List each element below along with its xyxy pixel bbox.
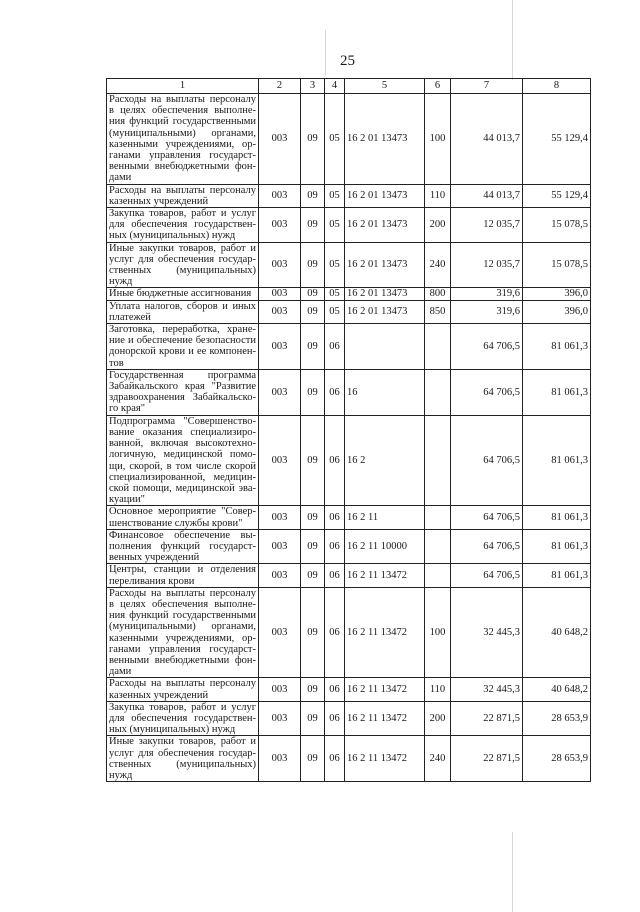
code-section: 09 xyxy=(301,701,325,736)
code-ministry: 003 xyxy=(259,94,301,185)
code-target-article: 16 2 01 13473 xyxy=(345,94,425,185)
table-row xyxy=(107,701,591,736)
row-description: Центры, станции и отделения переливания крови xyxy=(107,564,259,587)
code-section: 09 xyxy=(301,529,325,564)
table-row xyxy=(107,300,591,323)
code-target-article: 16 2 11 xyxy=(345,506,425,529)
row-description: Государственная программа Забайкальского края "Развитие здравоохранения Забайкальско-го края" xyxy=(107,369,259,415)
header-cell: 2 xyxy=(259,79,301,94)
amount-year-1: 64 706,5 xyxy=(451,529,523,564)
code-subsection: 05 xyxy=(325,94,345,185)
code-subsection: 06 xyxy=(325,415,345,506)
amount-year-2: 81 061,3 xyxy=(523,415,591,506)
amount-year-2: 81 061,3 xyxy=(523,324,591,370)
amount-year-2: 81 061,3 xyxy=(523,564,591,587)
code-target-article: 16 2 01 13473 xyxy=(345,184,425,207)
code-target-article: 16 2 xyxy=(345,415,425,506)
code-expense-type: 200 xyxy=(425,208,451,243)
code-expense-type xyxy=(425,564,451,587)
code-section: 09 xyxy=(301,564,325,587)
header-cell: 6 xyxy=(425,79,451,94)
table-row xyxy=(107,288,591,300)
code-ministry: 003 xyxy=(259,324,301,370)
table-row xyxy=(107,736,591,782)
code-section: 09 xyxy=(301,369,325,415)
code-target-article: 16 2 11 13472 xyxy=(345,587,425,678)
row-description: Уплата налогов, сборов и иных платежей xyxy=(107,300,259,323)
amount-year-2: 15 078,5 xyxy=(523,208,591,243)
code-subsection: 05 xyxy=(325,208,345,243)
amount-year-1: 44 013,7 xyxy=(451,94,523,185)
code-target-article: 16 xyxy=(345,369,425,415)
code-ministry: 003 xyxy=(259,300,301,323)
code-section: 09 xyxy=(301,242,325,288)
code-subsection: 06 xyxy=(325,736,345,782)
code-ministry: 003 xyxy=(259,564,301,587)
code-target-article: 16 2 01 13473 xyxy=(345,242,425,288)
code-expense-type: 200 xyxy=(425,701,451,736)
code-expense-type xyxy=(425,324,451,370)
code-ministry: 003 xyxy=(259,208,301,243)
code-target-article xyxy=(345,324,425,370)
amount-year-1: 12 035,7 xyxy=(451,208,523,243)
row-description: Основное мероприятие "Совер-шенствование службы крови" xyxy=(107,506,259,529)
table-row xyxy=(107,94,591,185)
code-subsection: 06 xyxy=(325,369,345,415)
table-row xyxy=(107,184,591,207)
amount-year-1: 64 706,5 xyxy=(451,564,523,587)
row-description: Закупка товаров, работ и услуг для обеспечения государствен-ных (муниципальных) нужд xyxy=(107,208,259,243)
row-description: Закупка товаров, работ и услуг для обеспечения государствен-ных (муниципальных) нужд xyxy=(107,701,259,736)
code-expense-type xyxy=(425,415,451,506)
amount-year-2: 28 653,9 xyxy=(523,736,591,782)
amount-year-1: 32 445,3 xyxy=(451,678,523,701)
code-ministry: 003 xyxy=(259,242,301,288)
code-expense-type: 110 xyxy=(425,678,451,701)
table-row xyxy=(107,208,591,243)
code-ministry: 003 xyxy=(259,369,301,415)
header-cell: 3 xyxy=(301,79,325,94)
table-row xyxy=(107,529,591,564)
row-description: Расходы на выплаты персоналу в целях обеспечения выполне-ния функций государственными (муниципальными) органами, казенными учреждениями, ор-ганами управления государст-венными внебюджетными фон-дами xyxy=(107,587,259,678)
amount-year-2: 40 648,2 xyxy=(523,678,591,701)
code-subsection: 06 xyxy=(325,529,345,564)
code-ministry: 003 xyxy=(259,415,301,506)
table-row xyxy=(107,369,591,415)
table-row xyxy=(107,242,591,288)
code-subsection: 05 xyxy=(325,300,345,323)
code-expense-type xyxy=(425,506,451,529)
table-row xyxy=(107,564,591,587)
amount-year-2: 40 648,2 xyxy=(523,587,591,678)
code-expense-type xyxy=(425,529,451,564)
amount-year-1: 64 706,5 xyxy=(451,324,523,370)
code-expense-type xyxy=(425,369,451,415)
code-section: 09 xyxy=(301,94,325,185)
code-section: 09 xyxy=(301,288,325,300)
code-expense-type: 100 xyxy=(425,94,451,185)
code-target-article: 16 2 01 13473 xyxy=(345,208,425,243)
code-target-article: 16 2 11 13472 xyxy=(345,736,425,782)
page-number: 25 xyxy=(340,53,355,69)
code-subsection: 06 xyxy=(325,564,345,587)
row-description: Расходы на выплаты персоналу казенных учреждений xyxy=(107,184,259,207)
header-cell: 5 xyxy=(345,79,425,94)
code-section: 09 xyxy=(301,736,325,782)
code-expense-type: 240 xyxy=(425,242,451,288)
row-description: Иные бюджетные ассигнования xyxy=(107,288,259,300)
amount-year-1: 319,6 xyxy=(451,300,523,323)
header-cell: 8 xyxy=(523,79,591,94)
code-expense-type: 240 xyxy=(425,736,451,782)
code-subsection: 05 xyxy=(325,184,345,207)
row-description: Расходы на выплаты персоналу в целях обеспечения выполне-ния функций государственными (муниципальными) органами, казенными учреждениями, ор-ганами управления государст-венными внебюджетными фон-дами xyxy=(107,94,259,185)
code-section: 09 xyxy=(301,324,325,370)
amount-year-1: 12 035,7 xyxy=(451,242,523,288)
scan-artifact-line xyxy=(325,30,326,75)
amount-year-1: 64 706,5 xyxy=(451,506,523,529)
table-row xyxy=(107,506,591,529)
header-cell: 7 xyxy=(451,79,523,94)
code-ministry: 003 xyxy=(259,701,301,736)
code-ministry: 003 xyxy=(259,587,301,678)
code-ministry: 003 xyxy=(259,288,301,300)
amount-year-2: 396,0 xyxy=(523,300,591,323)
code-target-article: 16 2 11 10000 xyxy=(345,529,425,564)
code-subsection: 05 xyxy=(325,288,345,300)
table-row xyxy=(107,415,591,506)
amount-year-1: 44 013,7 xyxy=(451,184,523,207)
code-target-article: 16 2 01 13473 xyxy=(345,288,425,300)
code-expense-type: 110 xyxy=(425,184,451,207)
code-section: 09 xyxy=(301,300,325,323)
table-row xyxy=(107,587,591,678)
code-ministry: 003 xyxy=(259,529,301,564)
code-section: 09 xyxy=(301,415,325,506)
code-target-article: 16 2 01 13473 xyxy=(345,300,425,323)
amount-year-1: 64 706,5 xyxy=(451,415,523,506)
amount-year-2: 81 061,3 xyxy=(523,369,591,415)
code-section: 09 xyxy=(301,587,325,678)
header-cell: 1 xyxy=(107,79,259,94)
row-description: Подпрограмма "Совершенство-вание оказания специализиро-ванной, включая высокотехно-логичную, медицинской помо-щи, скорой, в том числе скорой специализированной, медицин-ской помощи, медицинской эва-куации" xyxy=(107,415,259,506)
amount-year-1: 319,6 xyxy=(451,288,523,300)
amount-year-1: 22 871,5 xyxy=(451,701,523,736)
code-expense-type: 850 xyxy=(425,300,451,323)
amount-year-1: 32 445,3 xyxy=(451,587,523,678)
code-section: 09 xyxy=(301,678,325,701)
amount-year-1: 64 706,5 xyxy=(451,369,523,415)
code-ministry: 003 xyxy=(259,678,301,701)
amount-year-2: 396,0 xyxy=(523,288,591,300)
code-ministry: 003 xyxy=(259,736,301,782)
row-description: Иные закупки товаров, работ и услуг для обеспечения государ-ственных (муниципальных) нужд xyxy=(107,242,259,288)
code-subsection: 06 xyxy=(325,701,345,736)
row-description: Финансовое обеспечение вы-полнения функций государст-венных учреждений xyxy=(107,529,259,564)
code-subsection: 06 xyxy=(325,506,345,529)
scan-artifact-line xyxy=(512,832,513,912)
code-target-article: 16 2 11 13472 xyxy=(345,564,425,587)
table-header-row xyxy=(107,79,591,94)
header-cell: 4 xyxy=(325,79,345,94)
amount-year-2: 15 078,5 xyxy=(523,242,591,288)
table-row xyxy=(107,678,591,701)
code-ministry: 003 xyxy=(259,506,301,529)
code-section: 09 xyxy=(301,184,325,207)
scan-artifact-line xyxy=(512,0,513,80)
amount-year-2: 28 653,9 xyxy=(523,701,591,736)
row-description: Заготовка, переработка, хране-ние и обеспечение безопасности донорской крови и ее компонен-тов xyxy=(107,324,259,370)
code-target-article: 16 2 11 13472 xyxy=(345,678,425,701)
code-subsection: 06 xyxy=(325,678,345,701)
code-subsection: 06 xyxy=(325,324,345,370)
code-expense-type: 800 xyxy=(425,288,451,300)
code-target-article: 16 2 11 13472 xyxy=(345,701,425,736)
amount-year-1: 22 871,5 xyxy=(451,736,523,782)
code-ministry: 003 xyxy=(259,184,301,207)
budget-table xyxy=(106,78,591,782)
table-row xyxy=(107,324,591,370)
amount-year-2: 55 129,4 xyxy=(523,184,591,207)
row-description: Расходы на выплаты персоналу казенных учреждений xyxy=(107,678,259,701)
code-expense-type: 100 xyxy=(425,587,451,678)
code-subsection: 05 xyxy=(325,242,345,288)
amount-year-2: 81 061,3 xyxy=(523,529,591,564)
code-section: 09 xyxy=(301,506,325,529)
code-section: 09 xyxy=(301,208,325,243)
amount-year-2: 81 061,3 xyxy=(523,506,591,529)
row-description: Иные закупки товаров, работ и услуг для обеспечения государ-ственных (муниципальных) нужд xyxy=(107,736,259,782)
code-subsection: 06 xyxy=(325,587,345,678)
amount-year-2: 55 129,4 xyxy=(523,94,591,185)
